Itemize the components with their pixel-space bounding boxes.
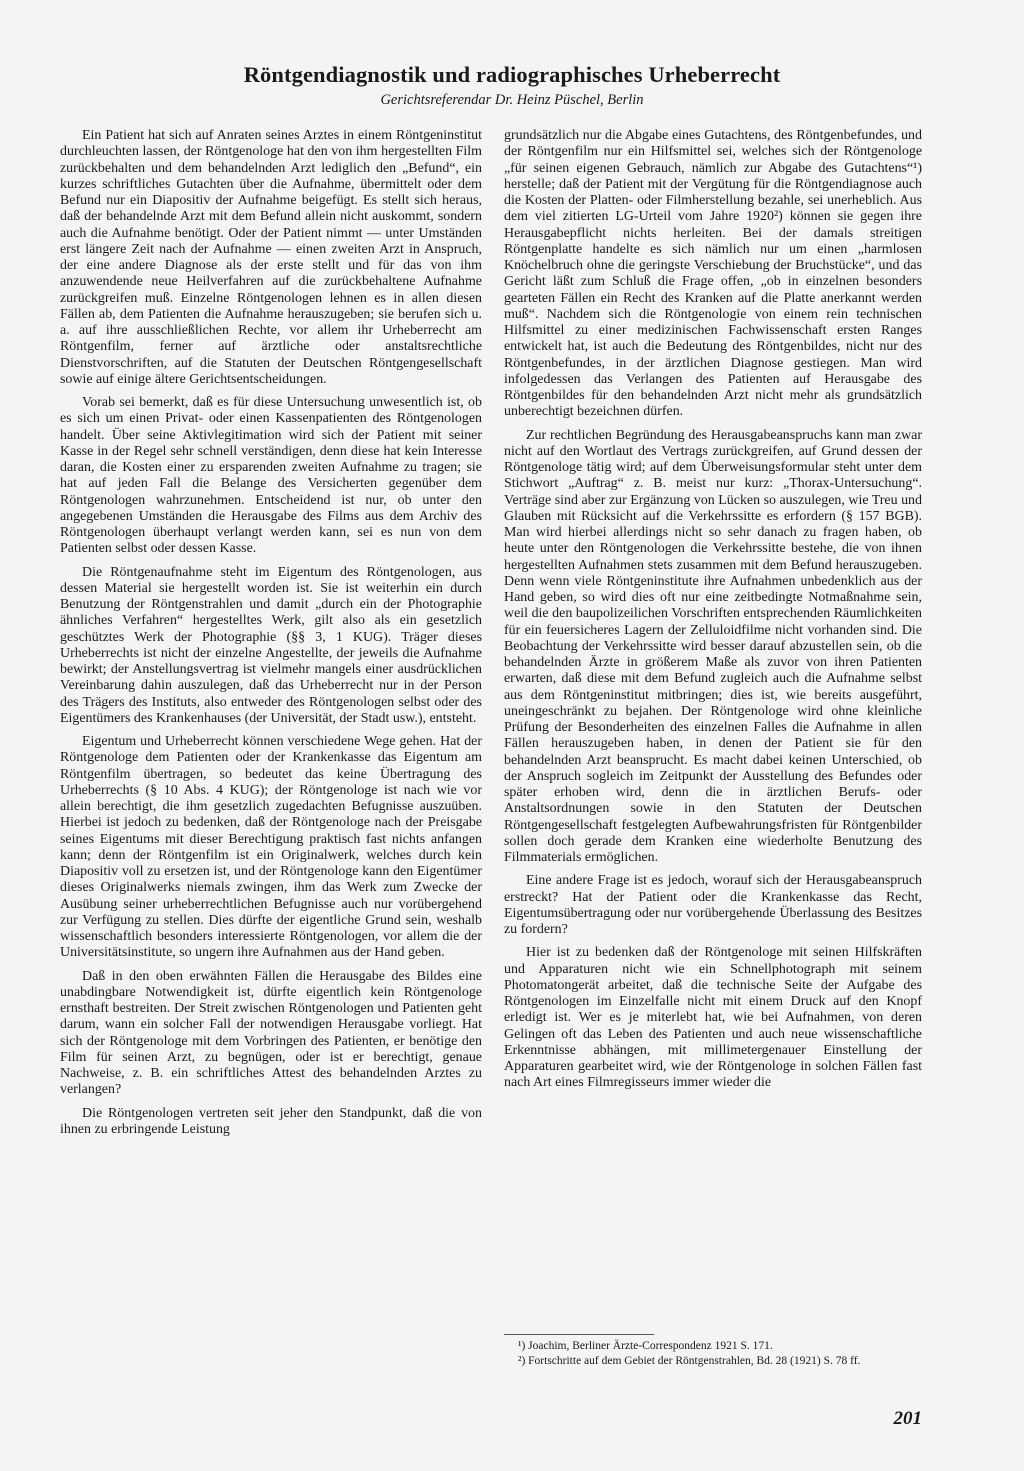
right-column [504, 128, 922, 1099]
paragraph: Zur rechtlichen Begründung des Herausgabeanspruchs kann man zwar nicht auf den Wortlaut des Vertrags zurückgreifen, auf Grund dessen der Röntgenologe tätig wird; auf dem Überweisungsformular steht unter dem Stichwort „Auftrag“ z. B. meist nur kurz: „Thorax-Untersuchung“. Verträge sind aber zur Ergänzung von Lücken so auszulegen, wie Treu und Glauben mit Rücksicht auf die Verkehrssitte es erfordern (§ 157 BGB). Man wird hierbei allerdings nicht so sehr danach zu fragen haben, ob heute unter den Röntgenologen die Verkehrssitte bestehe, die von ihnen hergestellten Aufnahmen stets zusammen mit dem Befund herauszugeben. Denn wenn viele Röntgeninstitute ihre Aufnahmen unbedenklich aus der Hand geben, so wird dies oft nur eine zeitbedingte Notmaßnahme sein, weil die den baupolizeilichen Vorschriften entsprechenden Räumlichkeiten für ein feuersicheres Lagern der Zelluloidfilme nicht vorhanden sind. Die Beobachtung der Verkehrssitte wird besser darauf abzustellen sein, ob die behandelnden Ärzte in größerem Maße als zuvor von ihren Patienten erwarten, daß diese mit dem Befund zugleich auch die Aufnahme selbst aus dem Röntgeninstitut mitbringen; dies ist, wie bereits ausgeführt, uneingeschränkt zu bejahen. Der Röntgenologe wird ohne kleinliche Prüfung der Besonderheiten des einzelnen Falles die Aufnahme in allen Fällen herauszugeben haben, in denen der Patient sie für den behandelnden Arzt beansprucht. Es macht dabei keinen Unterschied, ob der Anspruch sogleich im Zeitpunkt der Ausstellung des Befundes oder später erhoben wird, denn die in ärztlichen Berufs- oder Anstaltsordnungen sowie in den Statuten der Deutschen Röntgengesellschaft festgelegten Aufbewahrungsfristen für Röntgenbilder sollen doch gerade dem Kranken eine wiederholte Benutzung des Filmmaterials ermöglichen. [504, 427, 922, 865]
paragraph: Hier ist zu bedenken daß der Röntgenologe mit seinen Hilfskräften und Apparaturen nicht wie ein Schnellphotograph mit seinem Photomatongerät arbeitet, daß die technische Seite der Aufgabe des Röntgenologen im Einzelfalle nicht mit einem Druck auf den Knopf erledigt ist. Wer es je miterlebt hat, wie bei Aufnahmen, von deren Gelingen oft das Leben des Patienten und auch neue wissenschaftliche Erkenntnisse abhängen, mit millimetergenauer Einstellung der Apparaturen gearbeitet wird, wie der Röntgenologe in solchen Fällen fast nach Art eines Filmregisseurs immer wieder die [504, 945, 922, 1091]
footnote-1: ¹) Joachim, Berliner Ärzte-Correspondenz 1921 S. 171. [518, 1340, 773, 1352]
footnote-divider [504, 1334, 654, 1335]
paragraph: Die Röntgenaufnahme steht im Eigentum des Röntgenologen, aus dessen Material sie hergestellt worden ist. Sie ist weiterhin ein durch Benutzung der Röntgenstrahlen und damit „durch ein der Photographie ähnliches Verfahren“ hergestelltes Werk, gilt also als ein gesetzlich geschütztes Werk der Photographie (§§ 3, 1 KUG). Träger dieses Urheberrechts ist nicht der einzelne Angestellte, der jeweils die Aufnahme bewirkt; der Anstellungsvertrag ist vielmehr mangels einer ausdrücklichen Vereinbarung dahin auszulegen, daß das Urheberrecht nur in der Person des Trägers des Instituts, also entweder des Röntgenologen selbst oder des Eigentümers des Krankenhauses (der Universität, der Stadt usw.), entsteht. [60, 564, 482, 726]
article-author: Gerichtsreferendar Dr. Heinz Püschel, Berlin [380, 92, 644, 108]
paragraph: Vorab sei bemerkt, daß es für diese Untersuchung unwesentlich ist, ob es sich um einen Privat- oder einen Kassenpatienten des Röntgenologen handelt. Über seine Aktivlegitimation wird sich der Patient mit seiner Kasse in der Regel sehr schnell verständigen, denn diese hat kein Interesse daran, die Kosten einer zu ersparenden zweiten Aufnahme zu tragen; sie hat auf jeden Fall die Belange des Versicherten gegenüber dem Röntgenologen wahrzunehmen. Entscheidend ist nur, ob unter den angegebenen Umständen die Herausgabe des Films aus dem Archiv des Röntgenologen überhaupt verlangt werden kann, sei es nun von dem Patienten selbst oder dessen Kasse. [60, 395, 482, 557]
paragraph: Die Röntgenologen vertreten seit jeher den Standpunkt, daß die von ihnen zu erbringende Leistung [60, 1105, 482, 1137]
paragraph: Daß in den oben erwähnten Fällen die Herausgabe des Bildes eine unabdingbare Notwendigkeit ist, dürfte eigentlich kein Röntgenologe ernsthaft bestreiten. Der Streit zwischen Röntgenologen und Patienten geht darum, wann ein solcher Fall der notwendigen Herausgabe vorliegt. Hat sich der Röntgenologe mit dem Vorbringen des Patienten, er benötige den Film für seinen Arzt, zu begnügen, oder ist er berechtigt, genaue Nachweise, z. B. ein schriftliches Attest des behandelnden Arztes zu verlangen? [60, 968, 482, 1098]
paragraph: grundsätzlich nur die Abgabe eines Gutachtens, des Röntgenbefundes, und der Röntgenfilm nur ein Hilfsmittel sei, welches sich der Röntgenologe „für seinen eigenen Gebrauch, nämlich zur Abgabe des Gutachtens“¹) herstelle; daß der Patient mit der Vergütung für die Röntgendiagnose auch die Kosten der Platten- oder Filmherstellung bezahle, sei unerheblich. Aus dem viel zitierten LG-Urteil vom Jahre 1920²) können sie gegen ihre Herausgabepflicht nichts herleiten. Bei der damals streitigen Röntgenplatte handelte es sich nämlich nur um einen „harmlosen Knöchelbruch ohne die geringste Verschiebung der Bruchstücke“, und das Gericht läßt zum Schluß die Frage offen, „ob in einzelnen besonders gearteten Fällen ein Recht des Kranken auf die Platte anerkannt werden muß“. Nachdem sich die Röntgenologie von einem rein technischen Hilfsmittel zu einer medizinischen Fachwissenschaft ersten Ranges entwickelt hat, ist auch die Bedeutung des Röntgenbildes, nicht nur des Röntgenbefundes, in der ärztlichen Diagnose gestiegen. Man wird infolgedessen das Verlangen des Patienten auf Herausgabe des Röntgenbildes für den behandelnden Arzt nicht mehr als grundsätzlich unberechtigt bezeichnen dürfen. [504, 128, 922, 420]
left-column [60, 128, 482, 1145]
page-number: 201 [893, 1408, 922, 1429]
paragraph: Eine andere Frage ist es jedoch, worauf sich der Herausgabeanspruch erstreckt? Hat der Patient oder die Krankenkasse das Recht, Eigentumsübertragung oder nur vorübergehende Überlassung des Besitzes zu fordern? [504, 873, 922, 937]
paragraph: Ein Patient hat sich auf Anraten seines Arztes in einem Röntgeninstitut durchleuchten lassen, der Röntgenologe hat den von ihm hergestellten Film zurückbehalten und dem behandelnden Arzt lediglich den „Befund“, ein kurzes schriftliches Gutachten über die Aufnahme, übermittelt oder dem Befund nur ein Diapositiv der Aufnahme beigefügt. Es stellt sich heraus, daß der behandelnde Arzt mit dem Befund allein nicht auskommt, sondern auch die Aufnahme benötigt. Oder der Patient nimmt — unter Umständen erst längere Zeit nach der Aufnahme — einen zweiten Arzt in Anspruch, der eine andere Diagnose als der erste stellt und für das von ihm anzuwendende neue Heilverfahren auf die zurückbehaltene Aufnahme zurückgreifen muß. Einzelne Röntgenologen lehnen es in allen diesen Fällen ab, dem Patienten die Aufnahme herauszugeben; sie berufen sich u. a. auf ihre ausschließlichen Rechte, vor allem ihr Urheberrecht am Röntgenfilm, ferner auf ärztliche oder anstaltsrechtliche Dienstvorschriften, auf die Statuten der Deutschen Röntgengesellschaft sowie auf einige ältere Gerichtsentscheidungen. [60, 128, 482, 387]
footnote-2: ²) Fortschritte auf dem Gebiet der Röntgenstrahlen, Bd. 28 (1921) S. 78 ff. [518, 1355, 861, 1367]
footnotes [504, 1339, 922, 1369]
paragraph: Eigentum und Urheberrecht können verschiedene Wege gehen. Hat der Röntgenologe dem Patienten oder der Krankenkasse das Eigentum am Röntgenfilm übertragen, so bedeutet das keine Übertragung des Urheberrechts (§ 10 Abs. 4 KUG); der Röntgenologe ist nach wie vor allein berechtigt, die ihm gesetzlich zugedachten Befugnisse auszuüben. Hierbei ist jedoch zu bedenken, daß der Röntgenologe nach der Preisgabe seines Eigentums mit dieser Berechtigung praktisch fast nichts anfangen kann; denn der Röntgenfilm ist ein Originalwerk, welches durch kein Diapositiv voll zu ersetzen ist, und der Röntgenologe kann den Eigentümer dieses Originalwerks niemals zwingen, ihm das Werk zum Zwecke der Ausübung seiner urheberrechtlichen Befugnisse auch nur vorübergehend zur Verfügung zu stellen. Dies dürfte der eigentliche Grund sein, weshalb wissenschaftlich besonders interessierte Röntgenologen, vor allem die der Universitätsinstitute, so ungern ihre Aufnahmen aus der Hand geben. [60, 734, 482, 961]
article-title: Röntgendiagnostik und radiographisches Urheberrecht [243, 62, 781, 87]
